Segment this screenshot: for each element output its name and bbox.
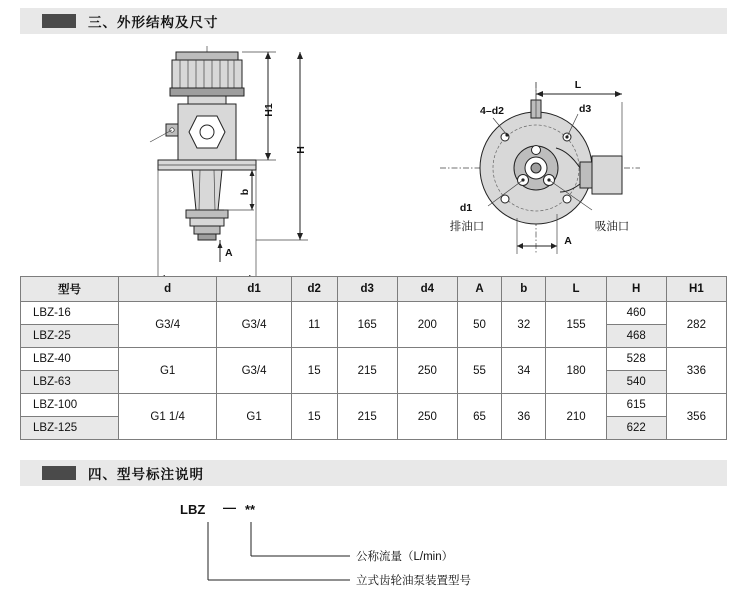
col-header-d3: d3	[337, 277, 397, 302]
cell-d1: G3/4	[217, 302, 291, 348]
cell-d2: 11	[291, 302, 337, 348]
cell-h1: 356	[666, 394, 726, 440]
cell-b: 36	[502, 394, 546, 440]
cell-h: 460	[606, 302, 666, 325]
cell-d3: 215	[337, 394, 397, 440]
cell-b: 34	[502, 348, 546, 394]
svg-text:d1: d1	[459, 202, 473, 214]
table-row	[21, 348, 727, 371]
section-header-dimensions	[20, 8, 727, 34]
designation-code: LBZ	[180, 502, 206, 517]
cell-a: 55	[457, 348, 501, 394]
cell-model: LBZ-100	[21, 394, 119, 417]
cell-h1: 336	[666, 348, 726, 394]
cell-d: G3/4	[119, 302, 217, 348]
designation-annotation: 公称流量（L/min）	[356, 551, 454, 563]
designation-annotation: 立式齿轮油泵装置型号	[356, 575, 471, 587]
cell-d: G1	[119, 348, 217, 394]
cell-h: 528	[606, 348, 666, 371]
svg-text:吸油口: 吸油口	[594, 221, 630, 233]
col-header-d4: d4	[397, 277, 457, 302]
technical-drawing	[20, 38, 727, 268]
svg-text:排油口: 排油口	[449, 221, 485, 233]
cell-d3: 165	[337, 302, 397, 348]
cell-model: LBZ-125	[21, 417, 119, 440]
svg-text:L: L	[574, 79, 582, 91]
col-header-l: L	[546, 277, 606, 302]
section-title-dimensions: 三、外形结构及尺寸	[88, 15, 219, 30]
section-accent-bar	[42, 14, 76, 28]
cell-d: G1 1/4	[119, 394, 217, 440]
cell-h: 615	[606, 394, 666, 417]
col-header-model: 型号	[21, 277, 119, 302]
model-designation-diagram	[20, 492, 727, 592]
cell-l: 155	[546, 302, 606, 348]
cell-d4: 250	[397, 394, 457, 440]
cell-a: 50	[457, 302, 501, 348]
cell-h: 540	[606, 371, 666, 394]
col-header-h1: H1	[666, 277, 726, 302]
front-view-assembly	[150, 46, 308, 297]
cell-d2: 15	[291, 394, 337, 440]
cell-l: 180	[546, 348, 606, 394]
cell-h: 468	[606, 325, 666, 348]
cell-d4: 250	[397, 348, 457, 394]
specification-table	[20, 276, 727, 440]
svg-text:A: A	[564, 235, 572, 247]
designation-stars: **	[245, 502, 256, 517]
svg-text:H: H	[295, 146, 307, 154]
cell-d1: G3/4	[217, 348, 291, 394]
svg-text:4–d2: 4–d2	[480, 105, 504, 117]
cell-h1: 282	[666, 302, 726, 348]
cell-a: 65	[457, 394, 501, 440]
cell-d1: G1	[217, 394, 291, 440]
col-header-d1: d1	[217, 277, 291, 302]
table-header-row	[21, 277, 727, 302]
cell-d4: 200	[397, 302, 457, 348]
section-header-designation	[20, 460, 727, 486]
col-header-b: b	[502, 277, 546, 302]
col-header-d: d	[119, 277, 217, 302]
col-header-a: A	[457, 277, 501, 302]
table-row	[21, 394, 727, 417]
cell-model: LBZ-40	[21, 348, 119, 371]
cell-model: LBZ-25	[21, 325, 119, 348]
col-header-d2: d2	[291, 277, 337, 302]
cell-model: LBZ-16	[21, 302, 119, 325]
svg-text:A: A	[225, 247, 233, 259]
cell-l: 210	[546, 394, 606, 440]
cell-model: LBZ-63	[21, 371, 119, 394]
svg-text:b: b	[239, 188, 251, 196]
section-accent-bar	[42, 466, 76, 480]
cell-d3: 215	[337, 348, 397, 394]
designation-dash: —	[223, 500, 236, 515]
cell-h: 622	[606, 417, 666, 440]
top-view-assembly	[440, 79, 640, 254]
svg-text:H1: H1	[263, 103, 275, 117]
cell-b: 32	[502, 302, 546, 348]
table-row	[21, 302, 727, 325]
col-header-h: H	[606, 277, 666, 302]
svg-text:d3: d3	[579, 103, 592, 115]
section-title-designation: 四、型号标注说明	[88, 467, 204, 482]
cell-d2: 15	[291, 348, 337, 394]
